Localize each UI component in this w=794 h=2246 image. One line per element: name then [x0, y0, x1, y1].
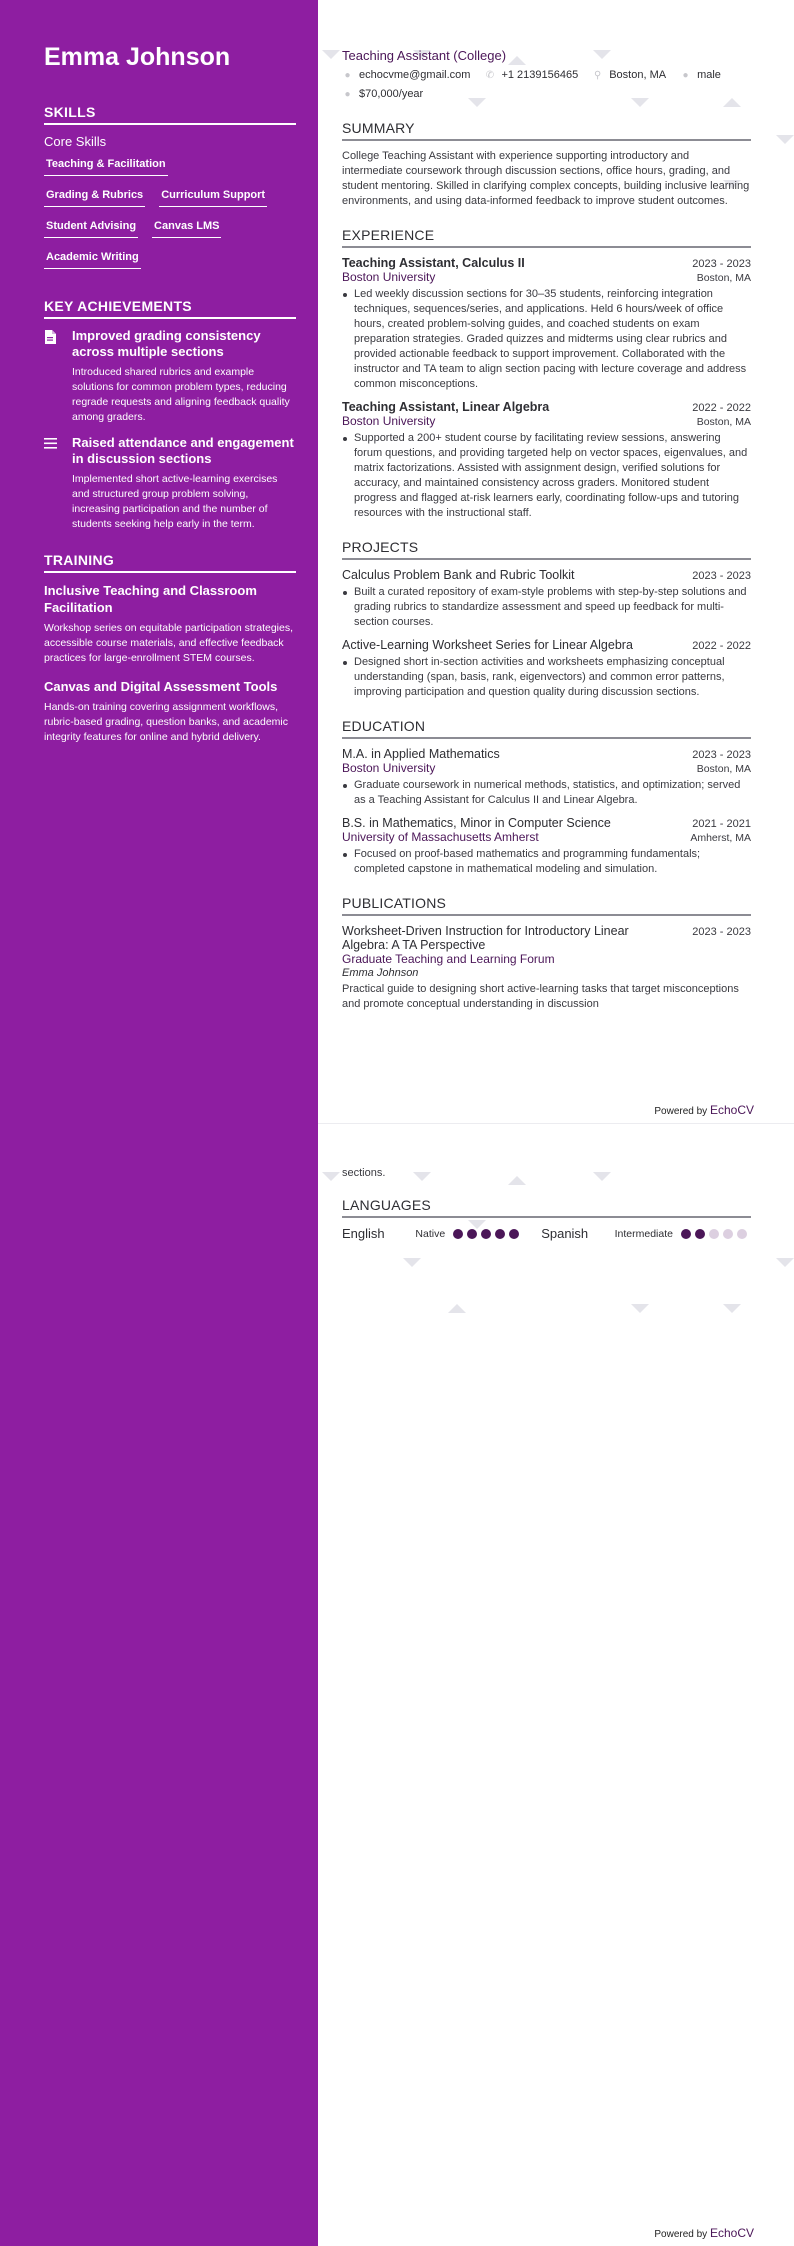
skill-chip: Student Advising	[44, 216, 138, 238]
skills-heading: SKILLS	[44, 104, 296, 125]
education-item	[342, 747, 751, 808]
publication-author: Emma Johnson	[342, 967, 419, 979]
sidebar	[0, 0, 318, 2246]
education-item	[342, 816, 751, 877]
training-desc: Workshop series on equitable participation strategies, accessible course materials, and effective feedback practices for large-enrollment STEM courses.	[44, 622, 294, 664]
rating-dot	[453, 1229, 463, 1239]
email-icon: ●	[344, 69, 351, 81]
summary-heading: SUMMARY	[342, 120, 751, 141]
publication-desc-continued: sections.	[342, 1167, 386, 1179]
powered-by-footer: Powered by EchoCV	[654, 1103, 754, 1117]
achievement-desc: Introduced shared rubrics and example solutions for common problem types, reducing regrade requests and aligning feedback quality among graders.	[72, 366, 290, 423]
contact-salary: ● $70,000/year	[342, 88, 423, 100]
achievement-item	[44, 435, 296, 532]
skills-section	[44, 104, 296, 278]
job-title: Teaching Assistant, Calculus II	[342, 256, 525, 270]
skills-list	[44, 154, 296, 278]
powered-by-footer: Powered by EchoCV	[654, 2226, 754, 2240]
education-dates: 2023 - 2023	[692, 749, 751, 761]
rating-dot	[509, 1229, 519, 1239]
skill-chip: Academic Writing	[44, 247, 141, 269]
experience-heading: EXPERIENCE	[342, 227, 751, 248]
skill-chip: Teaching & Facilitation	[44, 154, 168, 176]
main-content	[318, 0, 794, 2246]
project-title: Calculus Problem Bank and Rubric Toolkit	[342, 568, 575, 582]
skills-subheading: Core Skills	[44, 134, 107, 149]
employer: Boston University	[342, 270, 436, 284]
project-title: Active-Learning Worksheet Series for Linear Algebra	[342, 638, 633, 652]
language-name: Spanish	[541, 1226, 589, 1241]
language-level: Native	[415, 1227, 446, 1240]
contact-email: ● echocvme@gmail.com	[342, 69, 470, 81]
job-bullet: Supported a 200+ student course by facilitating review sessions, answering forum questions, and providing targeted help on vector spaces, eigenvalues, and matrix factorizations. Assisted with assignment design, verified solutions for accuracy, and maintained consistency across graders. Monitored student progress and flagged at-risk learners early, coordinating follow-ups and tutoring resources with the instructional staff.	[342, 431, 751, 521]
education-dates: 2021 - 2021	[692, 818, 751, 830]
job-title: Teaching Assistant, Linear Algebra	[342, 400, 550, 414]
employer: Boston University	[342, 414, 436, 428]
location-pin-icon: ⚲	[594, 69, 602, 81]
headline: Teaching Assistant (College)	[342, 48, 507, 63]
contact-phone: ✆ +1 2139156465	[485, 69, 579, 81]
job-dates: 2022 - 2022	[692, 402, 751, 414]
language-level: Intermediate	[614, 1227, 673, 1240]
languages-heading: LANGUAGES	[342, 1197, 751, 1218]
skill-chip: Grading & Rubrics	[44, 185, 145, 207]
rating-dot	[695, 1229, 705, 1239]
echocv-logo: EchoCV	[709, 1103, 754, 1117]
achievement-title: Improved grading consistency across multiple sections	[72, 328, 261, 359]
rating-dot	[723, 1229, 733, 1239]
echocv-logo: EchoCV	[709, 2226, 754, 2240]
training-section	[44, 552, 296, 745]
rating-dot	[681, 1229, 691, 1239]
languages-list	[342, 1226, 751, 1241]
training-desc: Hands-on training covering assignment workflows, rubric-based grading, question banks, and academic integrity features for online and hybrid delivery.	[44, 701, 288, 743]
achievements-heading: KEY ACHIEVEMENTS	[44, 298, 296, 319]
education-bullet: Focused on proof-based mathematics and programming fundamentals; completed capstone in mathematical modeling and simulation.	[342, 847, 751, 877]
projects-heading: PROJECTS	[342, 539, 751, 560]
job-dates: 2023 - 2023	[692, 258, 751, 270]
school: University of Massachusetts Amherst	[342, 830, 539, 844]
rating-dot	[467, 1229, 477, 1239]
education-bullet: Graduate coursework in numerical methods, statistics, and optimization; served as a Teaching Assistant for Calculus II and Linear Algebra.	[342, 778, 751, 808]
projects-section	[342, 539, 751, 700]
job-bullet: Led weekly discussion sections for 30–35 students, reinforcing integration techniques, sequences/series, and applications. Held 6 hours/week of office hours, created problem-solving guides, and coached students on exam preparation strategies. Graded quizzes and midterms using clear rubrics and provided actionable feedback to support improvement. Collaborated with the instructor and TA team to align section pacing with lecture coverage and address common misconceptions.	[342, 287, 751, 392]
education-heading: EDUCATION	[342, 718, 751, 739]
training-title: Inclusive Teaching and Classroom Facilitation	[44, 583, 257, 615]
school-location: Amherst, MA	[690, 832, 751, 844]
achievement-title: Raised attendance and engagement in discussion sections	[72, 435, 294, 466]
rating-dot	[737, 1229, 747, 1239]
publication-venue: Graduate Teaching and Learning Forum	[342, 952, 555, 966]
experience-item	[342, 256, 751, 392]
contact-gender: ● male	[680, 69, 721, 81]
training-item	[44, 582, 296, 666]
contact-location: ⚲ Boston, MA	[594, 69, 667, 81]
rating-dot	[709, 1229, 719, 1239]
job-location: Boston, MA	[696, 416, 751, 428]
publication-desc: Practical guide to designing short active-learning tasks that target misconceptions and promote conceptual understanding in discussion	[342, 983, 739, 1010]
school: Boston University	[342, 761, 436, 775]
project-dates: 2023 - 2023	[692, 570, 751, 582]
language-name: English	[342, 1226, 385, 1241]
degree: M.A. in Applied Mathematics	[342, 747, 500, 761]
achievement-item	[44, 328, 296, 425]
project-bullet: Designed short in-section activities and worksheets emphasizing conceptual understanding (span, basis, rank, eigenvectors) and common error patterns, improving participation and question quality during discussion sections.	[342, 655, 751, 700]
list-icon	[44, 435, 72, 532]
summary-text: College Teaching Assistant with experience supporting introductory and intermediate coursework through discussion sections, office hours, grading, and student mentoring. Skilled in clarifying complex concepts, building inclusive learning environments, and using data-informed feedback to improve student outcomes.	[342, 150, 750, 207]
publications-section	[342, 895, 751, 1012]
skill-chip: Canvas LMS	[152, 216, 221, 238]
experience-item	[342, 400, 751, 521]
rating-dot	[481, 1229, 491, 1239]
publication-dates: 2023 - 2023	[692, 926, 751, 938]
contact-info	[342, 69, 751, 107]
job-location: Boston, MA	[696, 272, 751, 284]
rating-dot	[495, 1229, 505, 1239]
skill-chip: Curriculum Support	[159, 185, 267, 207]
education-section	[342, 718, 751, 877]
person-icon: ●	[682, 69, 689, 81]
achievement-desc: Implemented short active-learning exercises and structured group problem solving, increasing participation and the number of students seeking help early in the term.	[72, 473, 278, 530]
degree: B.S. in Mathematics, Minor in Computer Science	[342, 816, 611, 830]
document-icon	[44, 328, 72, 425]
achievements-section	[44, 298, 296, 532]
language-rating	[681, 1229, 751, 1239]
training-title: Canvas and Digital Assessment Tools	[44, 679, 278, 694]
languages-section	[342, 1197, 751, 1241]
money-icon: ●	[344, 88, 351, 100]
project-item	[342, 568, 751, 630]
phone-icon: ✆	[485, 69, 495, 81]
project-item	[342, 638, 751, 700]
language-rating	[453, 1229, 523, 1239]
publication-title: Worksheet-Driven Instruction for Introductory Linear Algebra: A TA Perspective	[342, 924, 629, 952]
experience-section	[342, 227, 751, 521]
training-item	[44, 678, 296, 745]
school-location: Boston, MA	[696, 763, 751, 775]
page-divider	[318, 1123, 794, 1124]
publication-item	[342, 924, 751, 1012]
project-bullet: Built a curated repository of exam-style problems with step-by-step solutions and grading rubrics to standardize assessment and speed up feedback for multi-section courses.	[342, 585, 751, 630]
training-heading: TRAINING	[44, 552, 296, 573]
project-dates: 2022 - 2022	[692, 640, 751, 652]
publications-heading: PUBLICATIONS	[342, 895, 751, 916]
summary-section	[342, 120, 751, 209]
person-name: Emma Johnson	[44, 43, 231, 71]
